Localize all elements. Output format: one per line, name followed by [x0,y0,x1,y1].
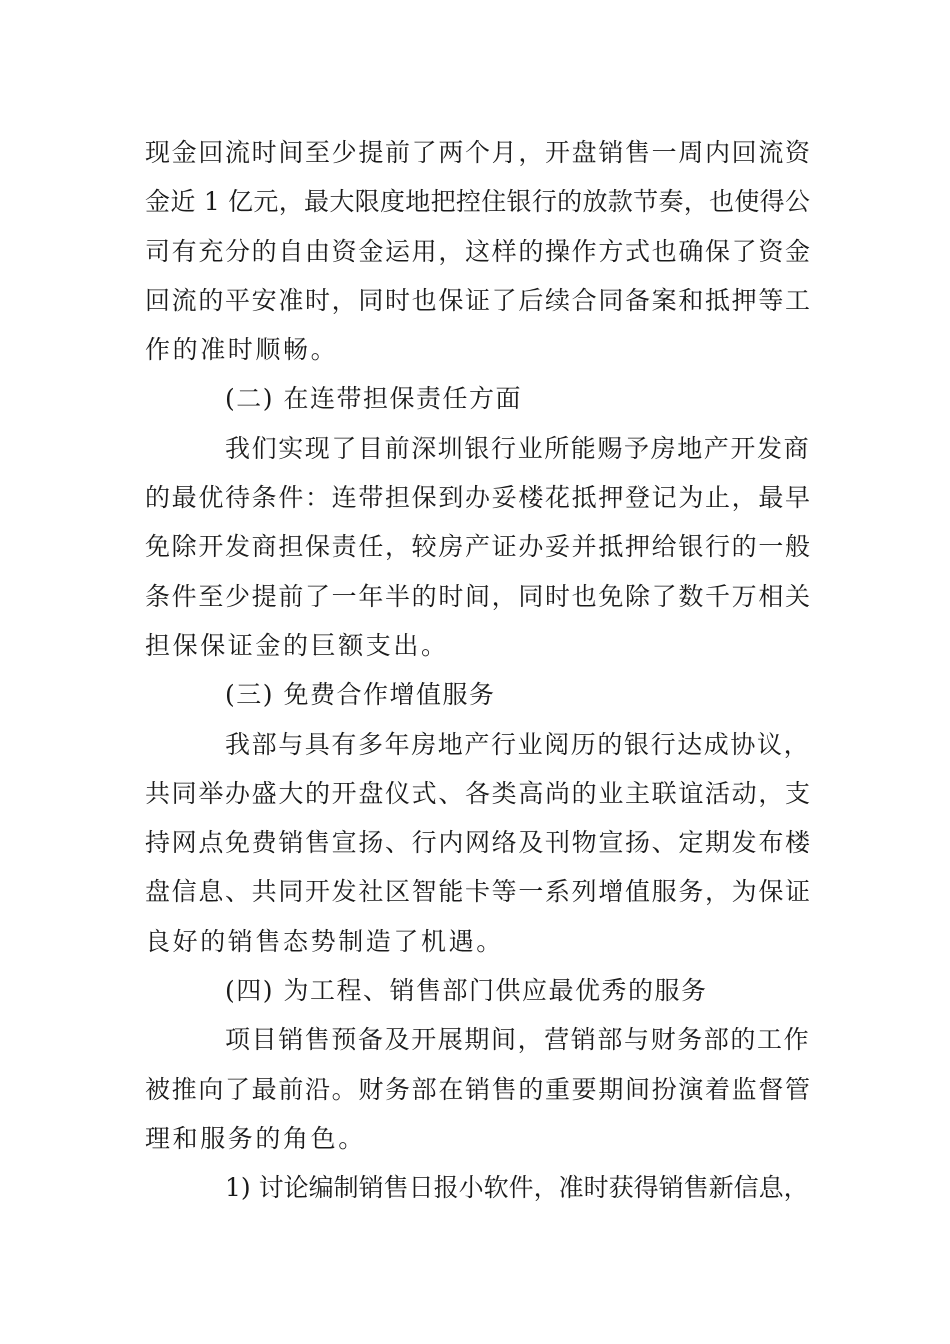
body-line: 盘信息、共同开发社区智能卡等一系列增值服务，为保证 [145,877,810,907]
body-line: 免除开发商担保责任，较房产证办妥并抵押给银行的一般 [145,532,810,562]
body-line: 我们实现了目前深圳银行业所能赐予房地产开发商 [225,433,811,463]
body-line: 司有充分的自由资金运用，这样的操作方式也确保了资金 [145,236,810,266]
body-line: 良好的销售态势制造了机遇。 [145,926,504,956]
body-line: 回流的平安准时，同时也保证了后续合同备案和抵押等工 [145,285,810,315]
body-line: 现金回流时间至少提前了两个月，开盘销售一周内回流资 [145,138,810,167]
body-line: 我部与具有多年房地产行业阅历的银行达成协议， [225,729,811,759]
section-heading: (三) 免费合作增值服务 [225,680,496,710]
body-line: 金近 1 亿元，最大限度地把控住银行的放款节奏，也使得公 [145,187,810,217]
body-line: 作的准时顺畅。 [145,335,339,365]
body-line: 共同举办盛大的开盘仪式、各类高尚的业主联谊活动，支 [145,778,810,808]
body-line: 担保保证金的巨额支出。 [145,630,449,660]
body-line: 被推向了最前沿。财务部在销售的重要期间扮演着监督管 [145,1074,810,1104]
section-heading: (二) 在连带担保责任方面 [225,384,522,414]
body-line: 理和服务的角色。 [145,1123,366,1153]
body-line: 的最优待条件：连带担保到办妥楼花抵押登记为止，最早 [145,483,810,513]
body-line: 项目销售预备及开展期间，营销部与财务部的工作 [225,1025,811,1055]
section-heading: (四) 为工程、销售部门供应最优秀的服务 [225,976,708,1006]
document-page [145,128,810,1213]
body-line: 持网点免费销售宣扬、行内网络及刊物宣扬、定期发布楼 [145,828,810,858]
body-line: 条件至少提前了一年半的时间，同时也免除了数千万相关 [145,581,810,611]
list-item-line: 1) 讨论编制销售日报小软件，准时获得销售新信息， [225,1173,809,1203]
